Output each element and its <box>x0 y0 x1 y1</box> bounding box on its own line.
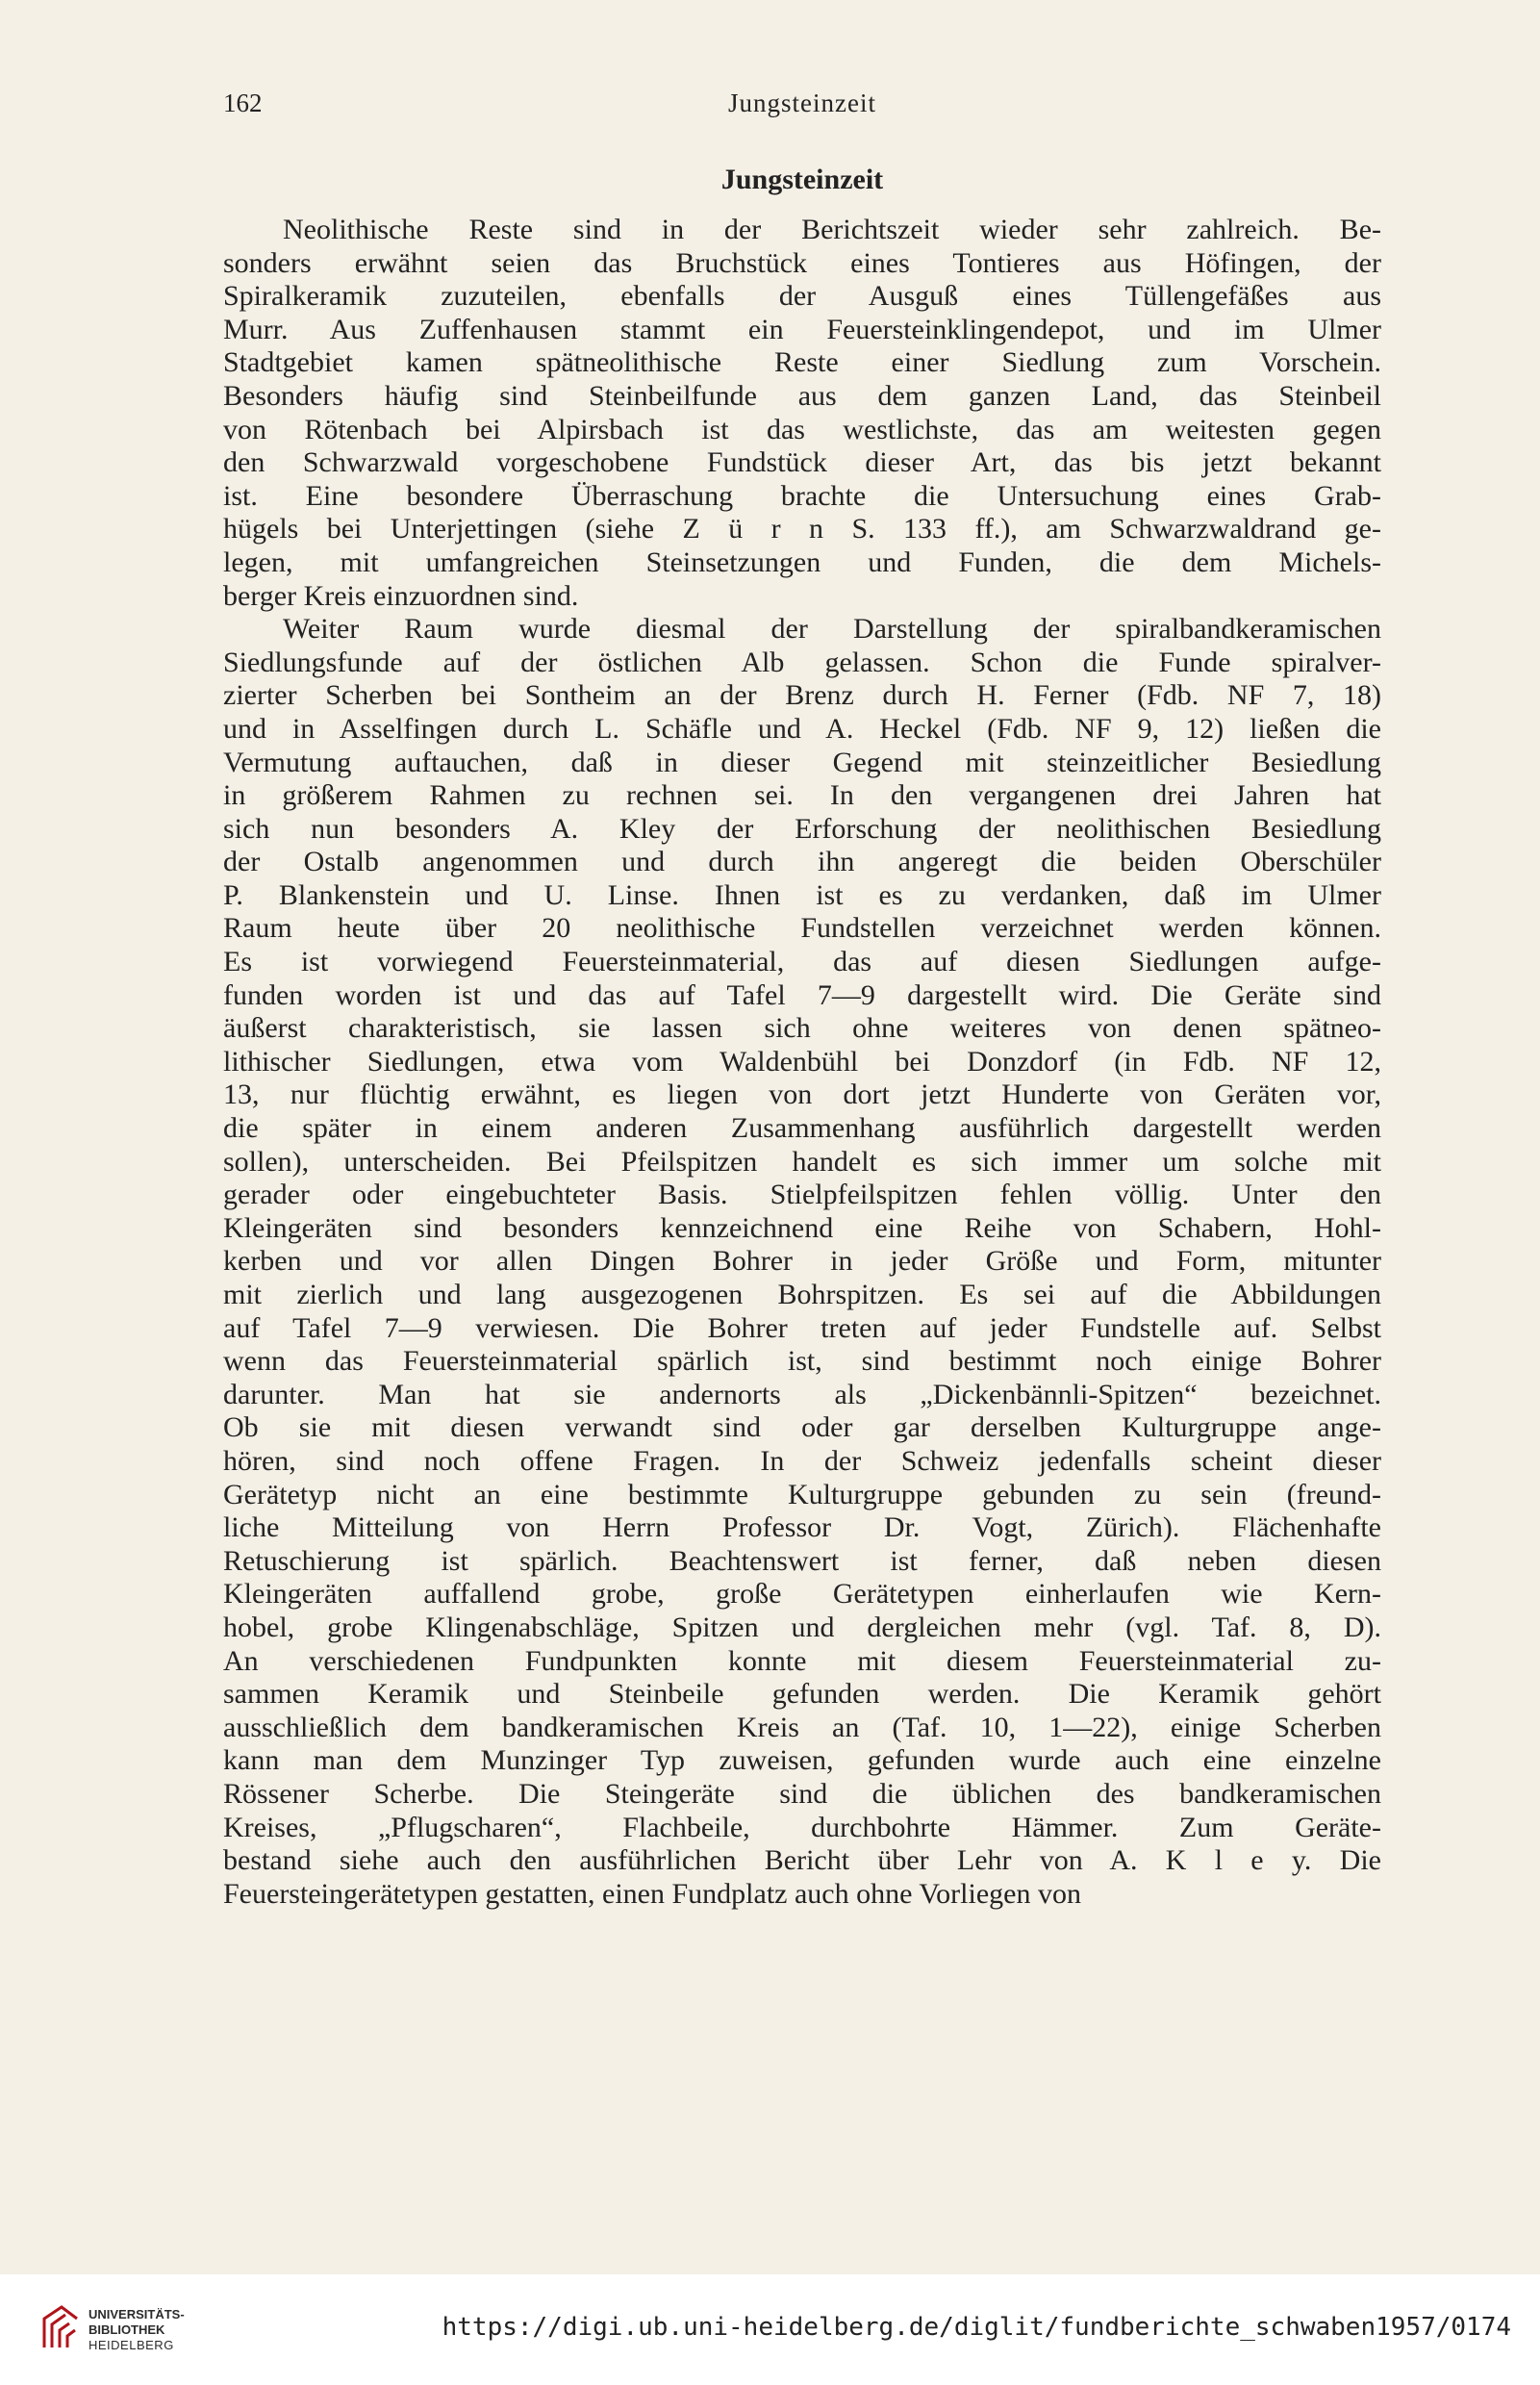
page-number: 162 <box>223 89 263 117</box>
text-line: Stadtgebiet kamen spätneolithische Reste einer Siedlung zum Vorschein. <box>223 346 1381 379</box>
text-line: Siedlungsfunde auf der östlichen Alb gelassen. Schon die Funde spiralver- <box>223 646 1381 678</box>
text-line: sollen), unterscheiden. Bei Pfeilspitzen handelt es sich immer um solche mit <box>223 1145 1381 1178</box>
text-line: Spiralkeramik zuzuteilen, ebenfalls der Ausguß eines Tüllengefäßes aus <box>223 280 1381 313</box>
text-line: funden worden ist und das auf Tafel 7—9 dargestellt wird. Die Geräte sind <box>223 978 1381 1011</box>
text-line: sich nun besonders A. Kley der Erforschung der neolithischen Besiedlung <box>223 812 1381 845</box>
text-line: ist. Eine besondere Überraschung brachte die Untersuchung eines Grab- <box>223 479 1381 512</box>
ub-heidelberg-logo-icon <box>38 2297 83 2355</box>
text-line: von Rötenbach bei Alpirsbach ist das westlichste, das am weitesten gegen <box>223 413 1381 445</box>
text-line: Murr. Aus Zuffenhausen stammt ein Feuersteinklingendepot, und im Ulmer <box>223 313 1381 345</box>
text-line: Weiter Raum wurde diesmal der Darstellung der spiralbandkeramischen <box>283 613 1381 646</box>
text-line: berger Kreis einzuordnen sind. <box>223 579 579 612</box>
logo-line-2: BIBLIOTHEK <box>88 2322 165 2337</box>
text-line: An verschiedenen Fundpunkten konnte mit diesem Feuersteinmaterial zu- <box>223 1644 1381 1677</box>
text-line: darunter. Man hat sie andernorts als „Dickenbännli-Spitzen“ bezeichnet. <box>223 1378 1381 1410</box>
text-line: kann man dem Munzinger Typ zuweisen, gefunden wurde auch eine einzelne <box>223 1744 1381 1777</box>
text-line: Ob sie mit diesen verwandt sind oder gar derselben Kulturgruppe ange- <box>223 1411 1381 1444</box>
text-line: hören, sind noch offene Fragen. In der Schweiz jedenfalls scheint dieser <box>223 1444 1381 1477</box>
text-line: Vermutung auftauchen, daß in dieser Gegend mit steinzeitlicher Besiedlung <box>223 746 1381 778</box>
text-line: äußerst charakteristisch, sie lassen sich ohne weiteres von denen spätneo- <box>223 1012 1381 1045</box>
text-line: und in Asselfingen durch L. Schäfle und A. Heckel (Fdb. NF 9, 12) ließen die <box>223 712 1381 745</box>
text-line: gerader oder eingebuchteter Basis. Stielpfeilspitzen fehlen völlig. Unter den <box>223 1179 1381 1211</box>
text-line: wenn das Feuersteinmaterial spärlich ist, sind bestimmt noch einige Bohrer <box>223 1345 1381 1378</box>
paragraph <box>223 214 1381 613</box>
text-line: auf Tafel 7—9 verwiesen. Die Bohrer treten auf jeder Fundstelle auf. Selbst <box>223 1311 1381 1344</box>
text-line: ausschließlich dem bandkeramischen Kreis an (Taf. 10, 1—22), einige Scherben <box>223 1711 1381 1743</box>
text-line: bestand siehe auch den ausführlichen Bericht über Lehr von A. K l e y. Die <box>223 1844 1381 1877</box>
text-line: Raum heute über 20 neolithische Fundstellen verzeichnet werden können. <box>223 912 1381 945</box>
text-line: Rössener Scherbe. Die Steingeräte sind die üblichen des bandkeramischen <box>223 1777 1381 1810</box>
text-line: Feuersteingerätetypen gestatten, einen Fundplatz auch ohne Vorliegen von <box>223 1877 1081 1910</box>
section-title: Jungsteinzeit <box>720 164 884 195</box>
page-header <box>223 89 1381 127</box>
text-line: Es ist vorwiegend Feuersteinmaterial, das auf diesen Siedlungen aufge- <box>223 946 1381 978</box>
text-line: Neolithische Reste sind in der Berichtszeit wieder sehr zahlreich. Be- <box>283 214 1381 245</box>
text-line: lithischer Siedlungen, etwa vom Waldenbühl bei Donzdorf (in Fdb. NF 12, <box>223 1045 1381 1078</box>
text-line: in größerem Rahmen zu rechnen sei. In den vergangenen drei Jahren hat <box>223 779 1381 812</box>
text-line: hobel, grobe Klingenabschläge, Spitzen und dergleichen mehr (vgl. Taf. 8, D). <box>223 1611 1381 1643</box>
text-line: Kreises, „Pflugscharen“, Flachbeile, durchbohrte Hämmer. Zum Geräte- <box>223 1811 1381 1843</box>
text-line: Kleingeräten sind besonders kennzeichnend eine Reihe von Schabern, Hohl- <box>223 1211 1381 1244</box>
text-line: die später in einem anderen Zusammenhang ausführlich dargestellt werden <box>223 1112 1381 1145</box>
text-line: zierter Scherben bei Sontheim an der Brenz durch H. Ferner (Fdb. NF 7, 18) <box>223 679 1381 712</box>
footer-bar <box>0 2274 1540 2385</box>
text-line: liche Mitteilung von Herrn Professor Dr. Vogt, Zürich). Flächenhafte <box>223 1511 1381 1544</box>
logo-line-1: UNIVERSITÄTS- <box>88 2307 185 2322</box>
logo-line-3: HEIDELBERG <box>88 2338 174 2352</box>
text-line: Kleingeräten auffallend grobe, große Gerätetypen einherlaufen wie Kern- <box>223 1578 1381 1611</box>
text-line: legen, mit umfangreichen Steinsetzungen und Funden, die dem Michels- <box>223 546 1381 578</box>
text-line: Gerätetyp nicht an eine bestimmte Kulturgruppe gebunden zu sein (freund- <box>223 1478 1381 1510</box>
paragraph <box>223 613 1381 1911</box>
text-line: kerben und vor allen Dingen Bohrer in jeder Größe und Form, mitunter <box>223 1245 1381 1278</box>
text-line: mit zierlich und lang ausgezogenen Bohrspitzen. Es sei auf die Abbildungen <box>223 1279 1381 1310</box>
text-line: sammen Keramik und Steinbeile gefunden werden. Die Keramik gehört <box>223 1678 1381 1711</box>
text-line: den Schwarzwald vorgeschobene Fundstück dieser Art, das bis jetzt bekannt <box>223 446 1381 479</box>
body-text <box>223 214 1381 1911</box>
library-logo[interactable] <box>38 2288 202 2365</box>
text-line: hügels bei Unterjettingen (siehe Z ü r n S. 133 ff.), am Schwarzwaldrand ge- <box>223 513 1381 546</box>
text-line: 13, nur flüchtig erwähnt, es liegen von dort jetzt Hunderte von Geräten vor, <box>223 1078 1381 1111</box>
library-logo-text <box>88 2307 185 2353</box>
text-line: P. Blankenstein und U. Linse. Ihnen ist es zu verdanken, daß im Ulmer <box>223 878 1381 911</box>
permalink-url[interactable]: https://digi.ub.uni-heidelberg.de/diglit/fundberichte_schwaben1957/0174 <box>442 2313 1511 2342</box>
text-line: der Ostalb angenommen und durch ihn angeregt die beiden Oberschüler <box>223 846 1381 878</box>
text-line: sonders erwähnt seien das Bruchstück eines Tontieres aus Höfingen, der <box>223 246 1381 279</box>
text-line: Retuschierung ist spärlich. Beachtenswert ist ferner, daß neben diesen <box>223 1544 1381 1577</box>
text-line: Besonders häufig sind Steinbeilfunde aus dem ganzen Land, das Steinbeil <box>223 379 1381 412</box>
running-head: Jungsteinzeit <box>728 89 876 117</box>
